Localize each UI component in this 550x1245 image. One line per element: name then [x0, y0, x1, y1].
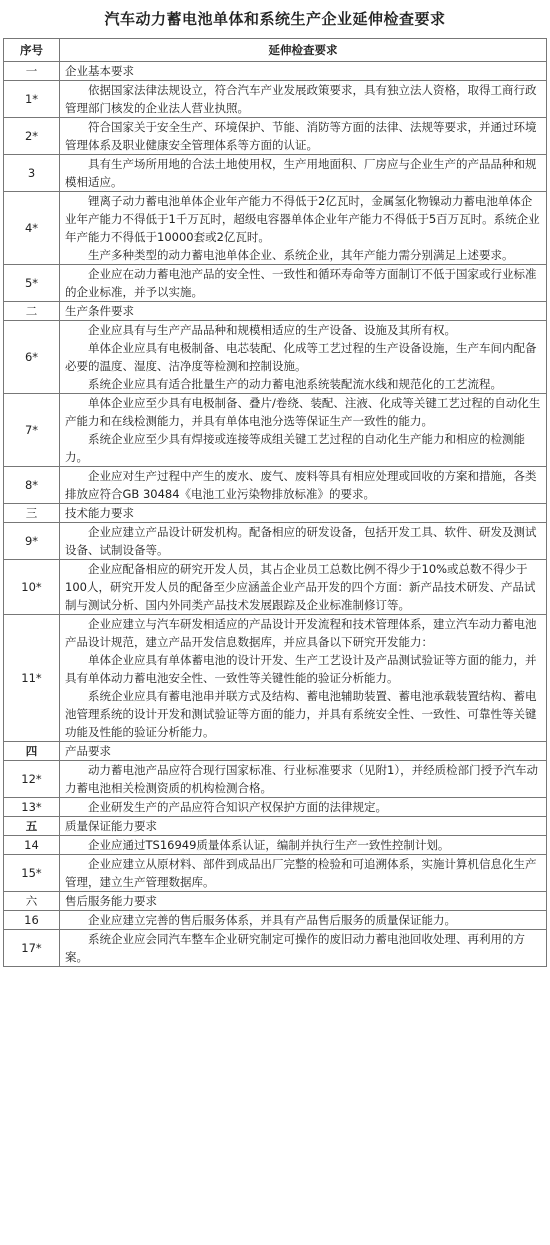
requirement-text [60, 81, 547, 118]
table-row [4, 523, 547, 560]
requirement-paragraph: 单体企业应至少具有电极制备、叠片/卷绕、装配、注液、化成等关键工艺过程的自动化生产能力和在线检测能力，并具有单体电池分选等保证生产一致性的能力。 [65, 396, 541, 428]
category-row [4, 62, 547, 81]
item-number: 9* [4, 523, 60, 560]
requirement-paragraph: 企业应建立从原材料、部件到成品出厂完整的检验和可追溯体系，实施计算机信息化生产管理，建立生产管理数据库。 [65, 857, 537, 889]
table-row [4, 911, 547, 930]
item-number: 15* [4, 855, 60, 892]
requirement-text [60, 467, 547, 504]
requirement-text [60, 615, 547, 742]
table-row [4, 560, 547, 615]
requirement-paragraph: 企业应对生产过程中产生的废水、废气、废料等具有相应处理或回收的方案和措施，各类排放应符合GB 30484《电池工业污染物排放标准》的要求。 [65, 469, 537, 501]
item-number: 14 [4, 836, 60, 855]
requirement-text [60, 523, 547, 560]
table-row [4, 394, 547, 467]
table-row [4, 836, 547, 855]
requirement-paragraph: 企业应在动力蓄电池产品的安全性、一致性和循环寿命等方面制订不低于国家或行业标准的企业标准，并予以实施。 [65, 267, 537, 299]
item-number: 12* [4, 761, 60, 798]
table-row [4, 265, 547, 302]
item-number: 2* [4, 118, 60, 155]
table-row [4, 81, 547, 118]
header-number: 序号 [4, 39, 60, 62]
item-number: 13* [4, 798, 60, 817]
requirement-paragraph: 依据国家法律法规设立，符合汽车产业发展政策要求，具有独立法人资格，取得工商行政管理部门核发的企业法人营业执照。 [65, 83, 537, 115]
requirement-paragraph: 生产多种类型的动力蓄电池单体企业、系统企业，其年产能力需分别满足上述要求。 [88, 248, 514, 262]
item-number: 17* [4, 930, 60, 967]
requirement-text [60, 911, 547, 930]
item-number: 6* [4, 321, 60, 394]
requirement-text [60, 836, 547, 855]
category-title: 质量保证能力要求 [60, 817, 547, 836]
category-row [4, 892, 547, 911]
table-row [4, 855, 547, 892]
requirement-paragraph: 单体企业应具有电极制备、电芯装配、化成等工艺过程的生产设备设施，生产车间内配备必要的温度、湿度、洁净度等检测和控制设施。 [65, 341, 537, 373]
requirement-paragraph: 企业应建立产品设计研发机构。配备相应的研发设备，包括开发工具、软件、研发及测试设备、试制设备等。 [65, 525, 537, 557]
category-title: 企业基本要求 [60, 62, 547, 81]
requirement-paragraph: 系统企业应会同汽车整车企业研究制定可操作的废旧动力蓄电池回收处理、再利用的方案。 [65, 932, 525, 964]
requirement-text [60, 321, 547, 394]
table-row [4, 118, 547, 155]
requirement-text [60, 155, 547, 192]
item-number: 11* [4, 615, 60, 742]
table-body [4, 62, 547, 967]
document-title: 汽车动力蓄电池单体和系统生产企业延伸检查要求 [104, 10, 446, 28]
category-row [4, 742, 547, 761]
requirements-table [3, 38, 547, 967]
requirement-paragraph: 单体企业应具有单体蓄电池的设计开发、生产工艺设计及产品测试验证等方面的能力，并具有单体动力蓄电池安全性、一致性等关键性能的验证分析能力。 [65, 653, 537, 685]
item-number: 1* [4, 81, 60, 118]
item-number: 8* [4, 467, 60, 504]
item-number: 10* [4, 560, 60, 615]
category-number: 三 [4, 504, 60, 523]
requirement-text [60, 192, 547, 265]
requirement-text [60, 118, 547, 155]
item-number: 4* [4, 192, 60, 265]
table-row [4, 155, 547, 192]
requirement-paragraph: 系统企业应至少具有焊接或连接等成组关键工艺过程的自动化生产能力和相应的检测能力。 [65, 432, 525, 464]
table-row [4, 798, 547, 817]
requirement-paragraph: 企业应建立与汽车研发相适应的产品设计开发流程和技术管理体系，建立汽车动力蓄电池产品设计规范，建立产品开发信息数据库，并应具备以下研究开发能力： [65, 617, 537, 649]
category-number: 一 [4, 62, 60, 81]
requirement-paragraph: 企业应建立完善的售后服务体系，并具有产品售后服务的质量保证能力。 [88, 913, 456, 927]
requirement-paragraph: 符合国家关于安全生产、环境保护、节能、消防等方面的法律、法规等要求，并通过环境管理体系及职业健康安全管理体系等方面的认证。 [65, 120, 537, 152]
requirement-text [60, 265, 547, 302]
requirement-paragraph: 企业应具有与生产产品品种和规模相适应的生产设备、设施及其所有权。 [88, 323, 456, 337]
category-title: 生产条件要求 [60, 302, 547, 321]
table-row [4, 761, 547, 798]
requirement-paragraph: 系统企业应具有蓄电池串并联方式及结构、蓄电池辅助装置、蓄电池承载装置结构、蓄电池管理系统的设计开发和测试验证等方面的能力，并具有系统安全性、一致性、可靠性等关键功能及性能的验证分析能力。 [65, 689, 537, 739]
item-number: 3 [4, 155, 60, 192]
category-title: 产品要求 [60, 742, 547, 761]
requirement-text [60, 798, 547, 817]
category-number: 四 [4, 742, 60, 761]
requirement-paragraph: 锂离子动力蓄电池单体企业年产能力不得低于2亿瓦时，金属氢化物镍动力蓄电池单体企业年产能力不得低于1千万瓦时，超级电容器单体企业年产能力不得低于5百万瓦时。系统企业年产能力不得低于10000套或2亿瓦时。 [65, 194, 540, 244]
requirement-paragraph: 企业研发生产的产品应符合知识产权保护方面的法律规定。 [88, 800, 387, 814]
table-row [4, 467, 547, 504]
requirement-text [60, 560, 547, 615]
category-row [4, 302, 547, 321]
table-row [4, 192, 547, 265]
item-number: 16 [4, 911, 60, 930]
category-title: 售后服务能力要求 [60, 892, 547, 911]
category-number: 二 [4, 302, 60, 321]
requirement-paragraph: 动力蓄电池产品应符合现行国家标准、行业标准要求（见附1），并经质检部门授予汽车动力蓄电池相关检测资质的机构检测合格。 [65, 763, 539, 795]
requirement-text [60, 930, 547, 967]
table-row [4, 321, 547, 394]
table-row [4, 615, 547, 742]
requirement-paragraph: 企业应通过TS16949质量体系认证，编制并执行生产一致性控制计划。 [88, 838, 450, 852]
category-row [4, 817, 547, 836]
header-requirement: 延伸检查要求 [60, 39, 547, 62]
requirement-text [60, 394, 547, 467]
table-header-row [4, 39, 547, 62]
category-row [4, 504, 547, 523]
requirement-text [60, 855, 547, 892]
item-number: 7* [4, 394, 60, 467]
table-row [4, 930, 547, 967]
requirement-text [60, 761, 547, 798]
item-number: 5* [4, 265, 60, 302]
requirement-paragraph: 企业应配备相应的研究开发人员，其占企业员工总数比例不得少于10%或总数不得少于100人，研究开发人员的配备至少应涵盖企业产品开发的四个方面：新产品技术研发、产品试制与测试分析、国内外同类产品技术发展跟踪及企业标准制修订等。 [65, 562, 536, 612]
requirement-paragraph: 具有生产场所用地的合法土地使用权，生产用地面积、厂房应与企业生产的产品品种和规模相适应。 [65, 157, 537, 189]
category-number: 六 [4, 892, 60, 911]
requirement-paragraph: 系统企业应具有适合批量生产的动力蓄电池系统装配流水线和规范化的工艺流程。 [88, 377, 502, 391]
category-number: 五 [4, 817, 60, 836]
category-title: 技术能力要求 [60, 504, 547, 523]
